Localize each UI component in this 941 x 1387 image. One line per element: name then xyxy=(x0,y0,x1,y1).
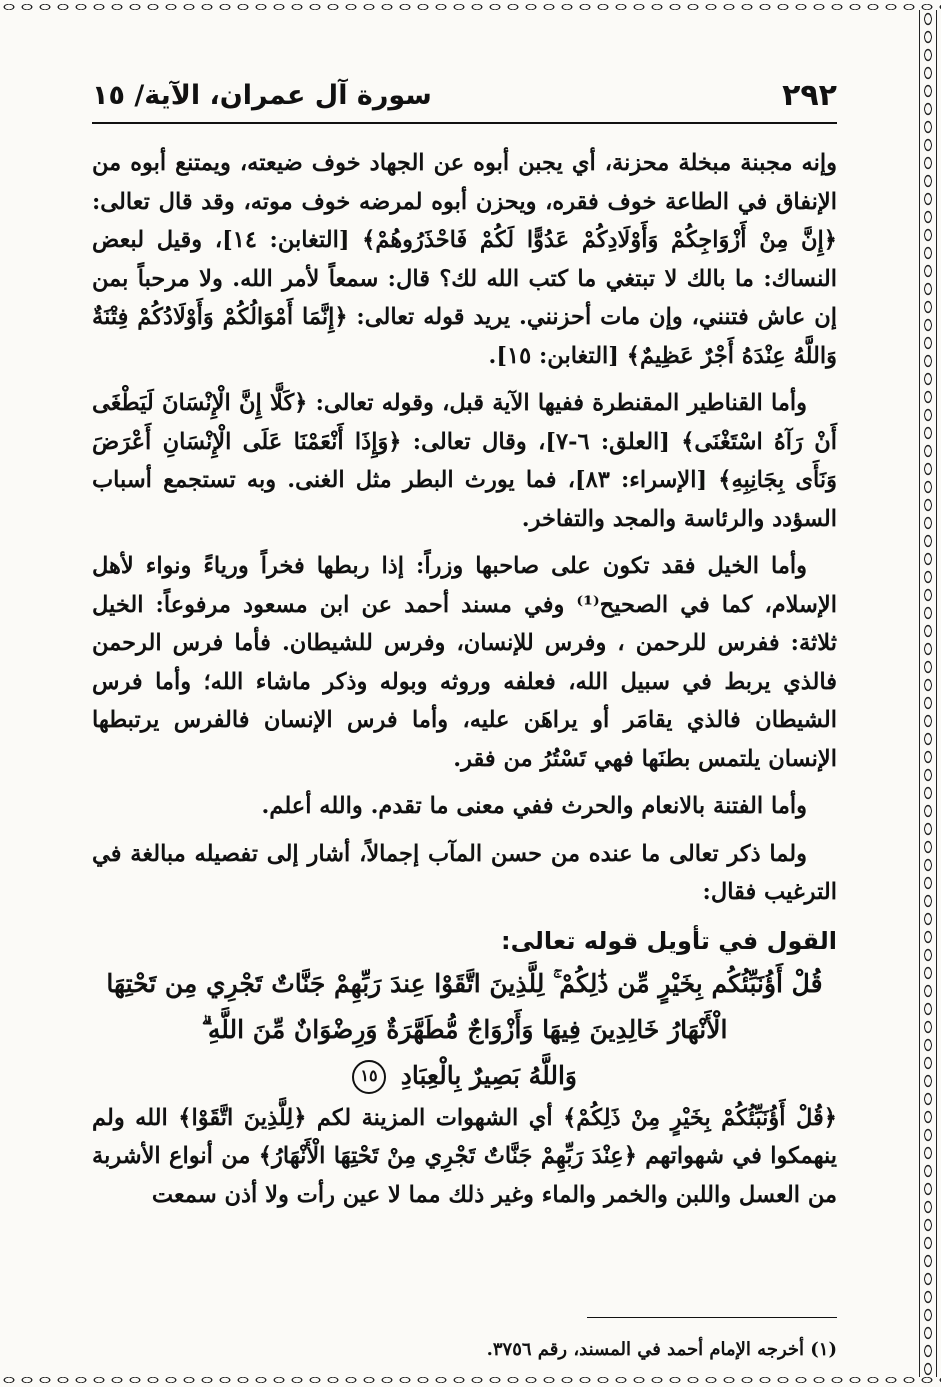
paragraph: وإنه مجبنة مبخلة محزنة، أي يجبن أبوه عن الجهاد خوف ضيعته، ويمتنع أبوه من الإنفاق في الطاعة خوف فقره، ويحزن أبوه لمرضه خوف موته، وقد قال تعالى: ﴿إِنَّ مِنْ أَزْوَاجِكُمْ وَأَوْلَادِكُمْ عَدُوًّا لَكُمْ فَاحْذَرُوهُمْ﴾ [التغابن: ١٤]، وقيل لبعض النساك: ما بالك لا تبتغي ما كتب الله لك؟ قال: سمعاً لأمر الله. ولا مرحباً بمن إن عاش فتنني، وإن مات أحزنني. يريد قوله تعالى: ﴿إِنَّمَا أَمْوَالُكُمْ وَأَوْلَادُكُمْ فِتْنَةٌ وَاللَّهُ عِنْدَهُ أَجْرٌ عَظِيمٌ﴾ [التغابن: ١٥]. xyxy=(92,150,837,369)
decorative-border-right xyxy=(919,10,937,1377)
verse-number-marker: ١٥ xyxy=(352,1060,386,1094)
page-number: ٢٩٢ xyxy=(782,78,837,113)
section-heading: القول في تأويل قوله تعالى: xyxy=(501,926,837,955)
paragraph: وأما القناطير المقنطرة ففيها الآية قبل، وقوله تعالى: ﴿كَلَّا إِنَّ الْإِنْسَانَ لَيَطْغَى أَنْ رَآهُ اسْتَغْنَى﴾ [العلق: ٦-٧]، وقال تعالى: ﴿وَإِذَا أَنْعَمْنَا عَلَى الْإِنْسَانِ أَعْرَضَ وَنَأَى بِجَانِبِهِ﴾ [الإسراء: ٨٣]، فما يورث البطر مثل الغنى. وبه تستجمع أسباب السؤدد والرئاسة والمجد والتفاخر. xyxy=(92,390,837,532)
footnote: (١) أخرجه الإمام أحمد في المسند، رقم ٣٧٥٦. xyxy=(486,1339,837,1360)
verse-line: وَاللَّهُ بَصِيرٌ بِالْعِبَادِ xyxy=(400,1060,577,1090)
tafsir-paragraph: ﴿قُلْ أَؤُنَبِّئُكُمْ بِخَيْرٍ مِنْ ذَلِكُمْ﴾ أي الشهوات المزينة لكم ﴿لِلَّذِينَ اتَّقَوْا﴾ الله ولم ينهمكوا في شهواتهم ﴿عِنْدَ رَبِّهِمْ جَنَّاتٌ تَجْرِي مِنْ تَحْتِهَا الْأَنْهَارُ﴾ من أنواع الأشربة من العسل واللبن والخمر والماء وغير ذلك مما لا عين رأت ولا أذن سمعت xyxy=(92,1104,837,1208)
paragraph: وأما الفتنة بالانعام والحرث ففي معنى ما تقدم. والله أعلم. xyxy=(261,793,807,819)
verse-line: قُلْ أَؤُنَبِّئُكُم بِخَيْرٍ مِّن ذَٰلِكُمْ ۚ لِلَّذِينَ اتَّقَوْا عِندَ رَبِّهِمْ جَنَّاتٌ تَجْرِي مِن تَحْتِهَا xyxy=(106,968,823,998)
footnote-rule xyxy=(587,1317,837,1318)
verse-line: الْأَنْهَارُ خَالِدِينَ فِيهَا وَأَزْوَاجٌ مُّطَهَّرَةٌ وَرِضْوَانٌ مِّنَ اللَّهِ ۗ xyxy=(201,1014,728,1044)
paragraph: وأما الخيل فقد تكون على صاحبها وزراً: إذا ربطها فخراً ورياءً ونواء لأهل الإسلام، كما في الصحيح⁽¹⁾ وفي مسند أحمد عن ابن مسعود مرفوعاً: الخيل ثلاثة: ففرس للرحمن ، وفرس للإنسان، وفرس للشيطان. فأما فرس الرحمن فالذي يربط في سبيل الله، فعلفه وروثه وبوله وذكر ماشاء الله؛ وأما فرس الشيطان فالذي يقامَر أو يراهَن عليه، وأما فرس الإنسان فالفرس يرتبطها الإنسان يلتمس بطنَها فهي تَسْتُرُ من فقر. xyxy=(92,553,837,772)
paragraph: ولما ذكر تعالى ما عنده من حسن المآب إجمالاً، أشار إلى تفصيله مبالغة في الترغيب فقال: xyxy=(92,840,837,905)
running-title: سورة آل عمران، الآية/ ١٥ xyxy=(92,80,432,111)
footnote-area xyxy=(92,0,837,1387)
